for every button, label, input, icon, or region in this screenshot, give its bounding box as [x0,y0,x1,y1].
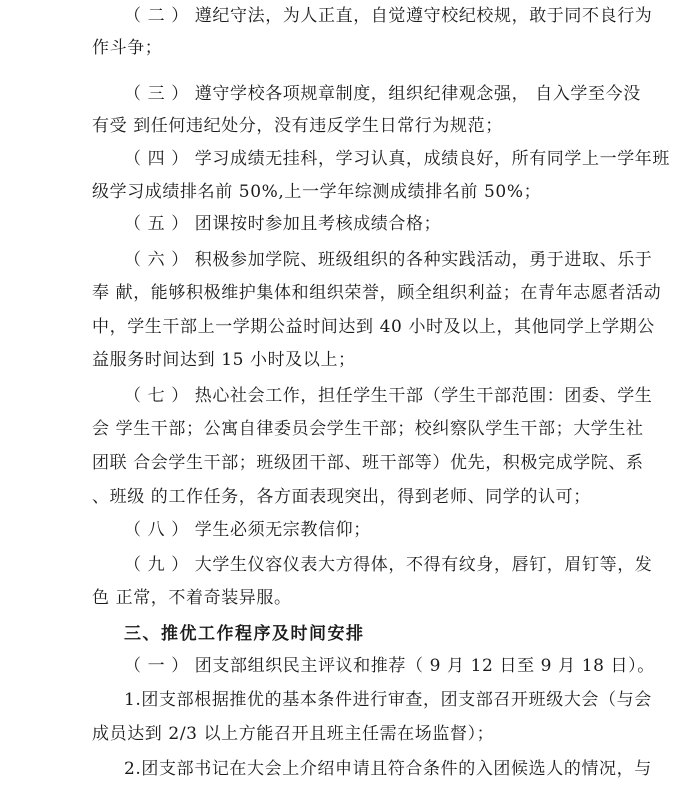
clause-5-line-1: （ 五 ） 团课按时参加且考核成绩合格； [124,214,442,234]
clause-3-line-1: （ 三 ） 遵守学校各项规章制度，组织纪律观念强， 自入学至今没 [124,84,641,104]
clause-2-line-1: （ 二 ） 遵纪守法，为人正直，自觉遵守校纪校规，敢于同不良行为 [124,6,653,26]
clause-8-line-1: （ 八 ） 学生必须无宗教信仰； [124,520,371,540]
clause-6-line-4: 益服务时间达到 15 小时及以上； [92,350,356,370]
section-3-step-1-line-1: 1.团支部根据推优的基本条件进行审查，团支部召开班级大会（与会 [124,690,652,710]
clause-2-line-2: 作斗争； [92,38,163,58]
clause-6-line-1: （ 六 ） 积极参加学院、班级组织的各种实践活动，勇于进取、乐于 [124,250,653,270]
section-3-step-1-line-2: 成员达到 2/3 以上方能召开且班主任需在场监督）； [92,724,495,744]
clause-9-line-1: （ 九 ） 大学生仪容仪表大方得体，不得有纹身，唇钉，眉钉等，发 [124,555,653,575]
section-3-step-2-line-1: 2.团支部书记在大会上介绍申请且符合条件的入团候选人的情况，与 [124,759,652,779]
clause-6-line-3: 中，学生干部上一学期公益时间达到 40 小时及以上，其他同学上学期公 [92,317,655,337]
clause-4-line-1: （ 四 ） 学习成绩无挂科，学习认真，成绩良好，所有同学上一学年班 [124,149,671,169]
clause-7-line-4: 、班级 的工作任务，各方面表现突出，得到老师、同学的认可； [92,487,591,507]
clause-3-line-2: 有受 到任何违纪处分，没有违反学生日常行为规范； [92,116,503,136]
section-3-heading: 三、推优工作程序及时间安排 [124,624,365,644]
clause-9-line-2: 色 正常，不着奇装异服。 [92,588,292,608]
section-3-item-1: （ 一 ） 团支部组织民主评议和推荐（ 9 月 12 日至 9 月 18 日）。 [124,656,655,676]
clause-6-line-2: 奉 献，能够积极维护集体和组织荣誉，顾全组织利益；在青年志愿者活动 [92,283,662,303]
clause-7-line-2: 会 学生干部；公寓自律委员会学生干部；校纠察队学生干部；大学生社 [92,419,644,439]
clause-7-line-3: 团联 合会学生干部；班级团干部、班干部等）优先，积极完成学院、系 [92,453,644,473]
clause-4-line-2: 级学习成绩排名前 50%,上一学年综测成绩排名前 50%； [92,182,542,202]
clause-7-line-1: （ 七 ） 热心社会工作，担任学生干部（学生干部范围：团委、学生 [124,386,653,406]
